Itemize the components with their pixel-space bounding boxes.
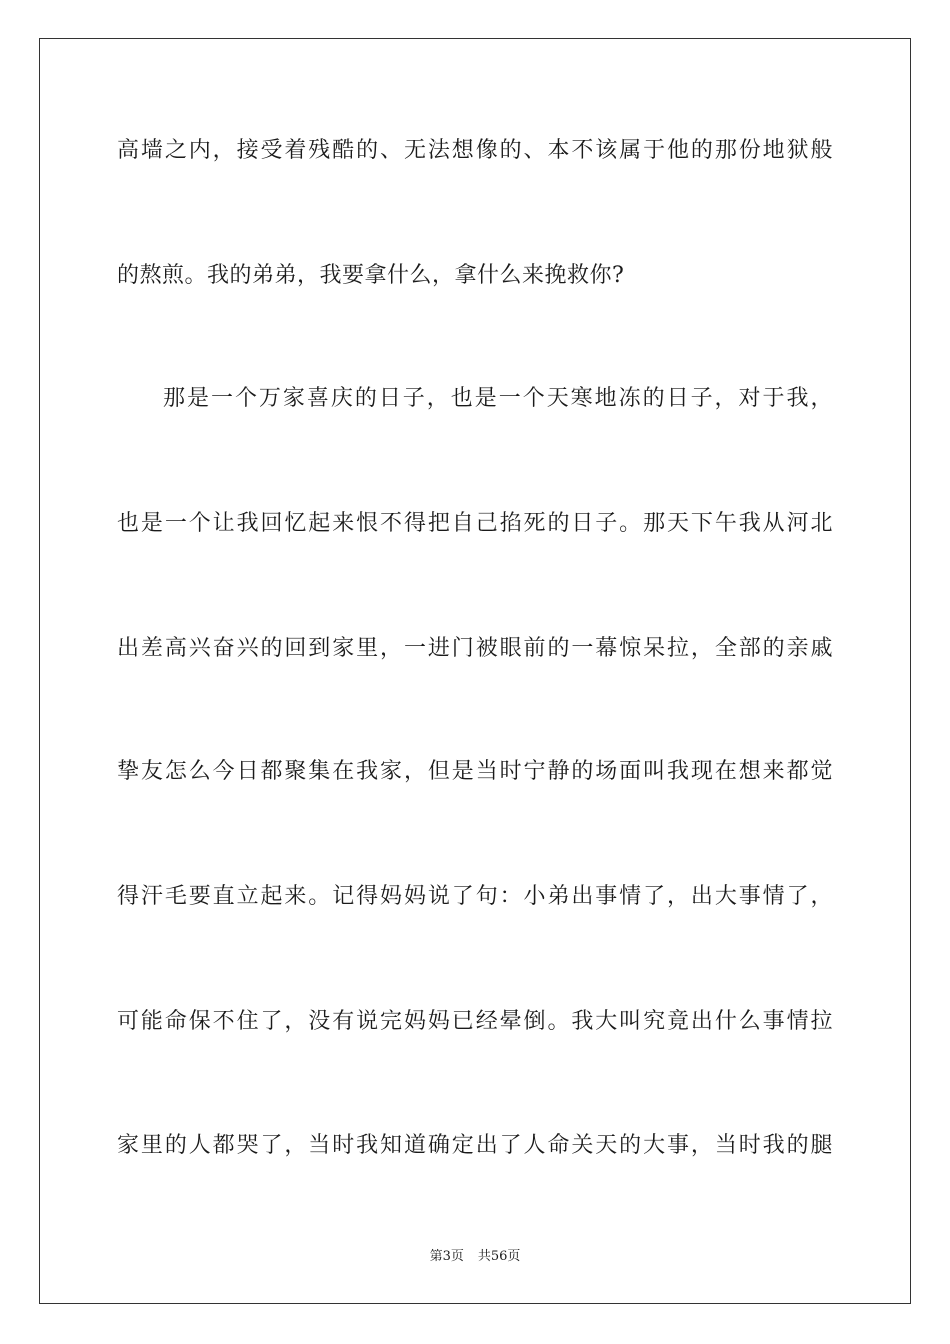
text-line-8: 可能命保不住了，没有说完妈妈已经晕倒。我大叫究竟出什么事情拉 [117, 1009, 833, 1034]
page-footer [0, 1248, 950, 1266]
page-number: 第3页 [429, 1249, 464, 1264]
page-border [39, 38, 911, 1304]
text-line-3: 那是一个万家喜庆的日子，也是一个天寒地冻的日子，对于我， [163, 386, 833, 411]
text-line-1: 高墙之内，接受着残酷的、无法想像的、本不该属于他的那份地狱般 [117, 138, 833, 163]
text-line-7: 得汗毛要直立起来。记得妈妈说了句：小弟出事情了，出大事情了， [117, 884, 833, 909]
page-total: 共56页 [477, 1249, 521, 1264]
text-line-9: 家里的人都哭了，当时我知道确定出了人命关天的大事，当时我的腿 [117, 1133, 833, 1158]
text-line-5: 出差高兴奋兴的回到家里，一进门被眼前的一幕惊呆拉，全部的亲戚 [117, 636, 833, 661]
text-line-6: 挚友怎么今日都聚集在我家，但是当时宁静的场面叫我现在想来都觉 [117, 759, 833, 784]
text-line-2: 的熬煎。我的弟弟，我要拿什么，拿什么来挽救你? [117, 263, 625, 288]
text-line-4: 也是一个让我回忆起来恨不得把自己掐死的日子。那天下午我从河北 [117, 511, 833, 536]
